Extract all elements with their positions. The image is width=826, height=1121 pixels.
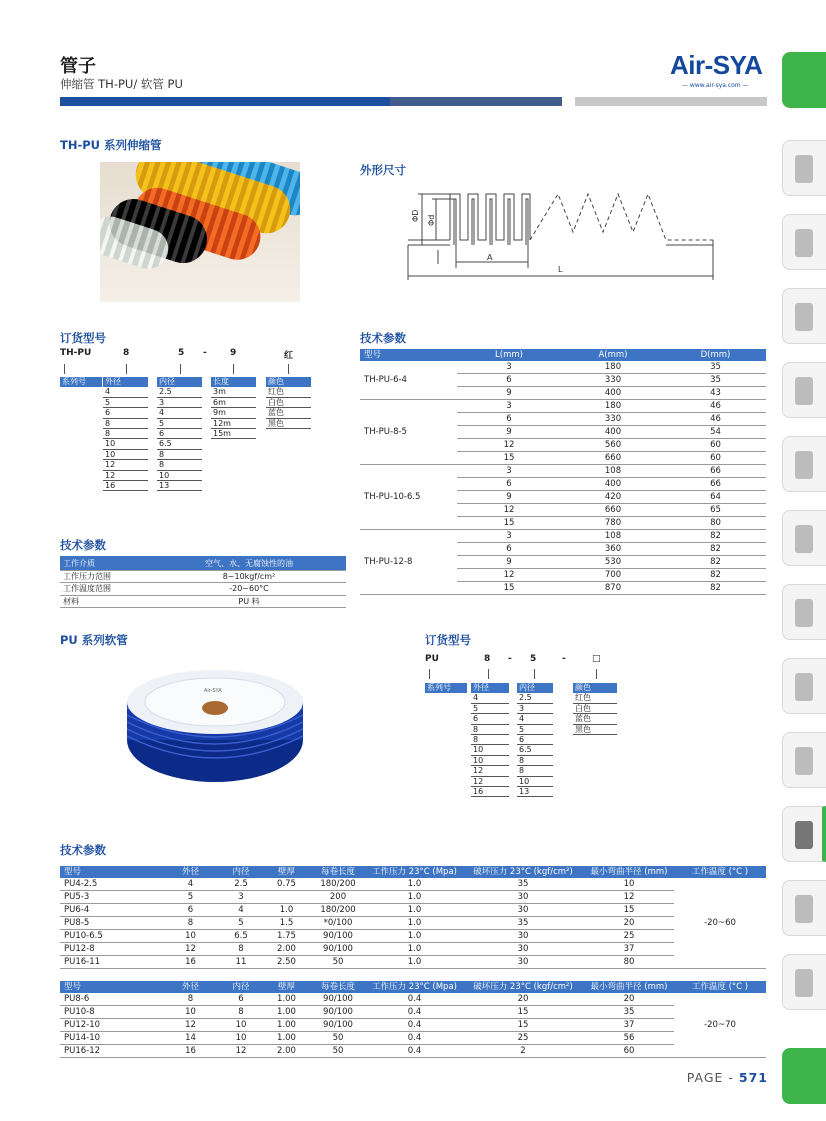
brand-logo: Air-SYA xyxy=(670,50,763,80)
dimension-diagram xyxy=(398,182,728,282)
order2-code-dash1: - xyxy=(508,654,512,664)
header-bar-gray xyxy=(575,97,767,106)
side-tab-valve[interactable] xyxy=(782,436,826,492)
params1-table xyxy=(60,558,346,608)
side-tab-tube-active[interactable] xyxy=(782,806,826,862)
brand-url: — www.air-sya.com — xyxy=(682,82,749,89)
order2-code-id: 5 xyxy=(530,654,537,664)
order2-col-od: 外径 4 5 6 8 8 10 10 12 12 16 xyxy=(471,683,509,797)
params1-title: 技术参数 xyxy=(60,538,106,552)
header-bar-dark xyxy=(390,97,562,106)
tech2-table-1: 型号 外径 内径 壁厚 每卷长度 工作压力 23°C (Mpa) 破坏压力 23°C (kgf/cm²) 最小弯曲半径 (mm) 工作温度 (°C ) PU4-2.5 4 2.5 0.75 180/200 1.0 35 10 -20~60 PU5-3 5 3 200 1.0 30 12 PU6-4 6 4 1.0 180/200 1.0 30 15 PU8-5 8 5 1.5 *0/100 1.0 35 20 PU10-6.5 10 6.5 1.75 90/100 1.0 30 25 PU12-8 12 8 2.00 90/100 1.0 30 37 PU16-11 16 11 2.50 50 1.0 30 80 xyxy=(60,866,766,969)
tube-icon xyxy=(795,821,813,849)
page-title: 管子 xyxy=(60,56,96,77)
tech1-title: 技术参数 xyxy=(360,331,406,345)
order1-code-od: 8 xyxy=(123,348,130,358)
order2-code-dash2: - xyxy=(562,654,566,664)
cylinder-icon xyxy=(795,673,813,701)
side-tab-cylinder[interactable] xyxy=(782,658,826,714)
fitting-icon xyxy=(795,377,813,405)
order2-col-color: 颜色 红色 白色 蓝色 黑色 xyxy=(573,683,617,735)
order1-title: 订货型号 xyxy=(60,331,106,345)
coiled-tubes-image xyxy=(100,162,300,302)
pu-reel-image xyxy=(120,660,310,785)
order1-col-color: 颜色 红色 白色 蓝色 黑色 xyxy=(266,377,311,429)
side-tab-fitting[interactable] xyxy=(782,362,826,418)
header-bar-blue xyxy=(60,97,390,106)
tech2-title: 技术参数 xyxy=(60,843,106,857)
order1-col-od: 外径 4 5 6 8 8 10 10 12 12 16 xyxy=(103,377,148,491)
side-tab-silencer[interactable] xyxy=(782,880,826,936)
side-tab-manifold[interactable] xyxy=(782,584,826,640)
side-tab-solenoid[interactable] xyxy=(782,510,826,566)
reel-label: Air-SYA xyxy=(204,688,222,694)
order2-code-color: □ xyxy=(592,654,601,664)
order1-col-length: 长度 3m 6m 9m 12m 15m xyxy=(211,377,256,439)
order2-title: 订货型号 xyxy=(425,633,471,647)
side-tab-filter[interactable] xyxy=(782,140,826,196)
order1-code-series: TH-PU xyxy=(60,348,92,358)
order2-col-id: 内径 2.5 3 4 5 6 6.5 8 8 10 13 xyxy=(517,683,553,797)
order1-code-len: 9 xyxy=(230,348,237,358)
silencer-icon xyxy=(795,895,813,923)
side-tab-lubricator[interactable] xyxy=(782,214,826,270)
section-title-pu: PU 系列软管 xyxy=(60,633,128,647)
table-row: 工作温度范围 -20~60°C xyxy=(60,583,346,596)
tech1-table: 型号 L(mm) A(mm) D(mm) TH-PU-6-4 3 180 35 6 330 35 9 400 43 TH-PU-8-5 3 180 46 6 330 46 9 400 54 12 560 60 15 660 60 TH-PU-10-6.5 3 108 66 6 400 66 9 420 64 12 660 65 15 780 80 TH-PU-12-8 3 108 82 6 360 82 9 530 82 12 700 82 15 870 82 xyxy=(360,349,766,595)
order2-code-od: 8 xyxy=(484,654,491,664)
order1-code-dash: - xyxy=(203,348,207,358)
side-tab-bottom[interactable] xyxy=(782,1048,826,1104)
order1-col-series: 系列号 xyxy=(60,377,102,387)
side-tab-accessory[interactable] xyxy=(782,954,826,1010)
accessory-icon xyxy=(795,969,813,997)
order2-col-series: 系列号 xyxy=(425,683,467,693)
side-tab-regulator[interactable] xyxy=(782,288,826,344)
dim-label-A: A xyxy=(487,253,493,262)
dim-label-L: L xyxy=(558,265,563,274)
lubricator-icon xyxy=(795,229,813,257)
dim-label-d: Φd xyxy=(427,214,436,226)
thpu-product-photo xyxy=(100,162,300,302)
page-subtitle: 伸缩管 TH-PU/ 软管 PU xyxy=(60,77,183,91)
table-row: 工作压力范围 8~10kgf/cm² xyxy=(60,570,346,583)
filter-icon xyxy=(795,155,813,183)
order2-code-series: PU xyxy=(425,654,439,664)
manifold-icon xyxy=(795,599,813,627)
table-row: 工作介质 空气、水、无腐蚀性的油 xyxy=(60,558,346,570)
order1-col-id: 内径 2.5 3 4 5 6 6.5 8 8 10 13 xyxy=(157,377,202,491)
dim-label-D: ΦD xyxy=(411,209,420,222)
order1-code-id: 5 xyxy=(178,348,185,358)
page-number: PAGE - 571 xyxy=(686,1070,768,1085)
section-title-thpu: TH-PU 系列伸缩管 xyxy=(60,138,162,152)
gripper-icon xyxy=(795,747,813,775)
order1-code-color: 红 xyxy=(284,351,294,361)
dim-title: 外形尺寸 xyxy=(360,163,406,177)
tech2-table-2: 型号 外径 内径 壁厚 每卷长度 工作压力 23°C (Mpa) 破坏压力 23°C (kgf/cm²) 最小弯曲半径 (mm) 工作温度 (°C ) PU8-6 8 6 1.00 90/100 0.4 20 20 -20~70 PU10-8 10 8 1.00 90/100 0.4 15 35 PU12-10 12 10 1.00 90/100 0.4 15 37 PU14-10 14 10 1.00 50 0.4 25 56 PU16-12 16 12 2.00 50 0.4 2 60 xyxy=(60,981,766,1058)
side-tab-gripper[interactable] xyxy=(782,732,826,788)
side-tab-top[interactable] xyxy=(782,52,826,108)
table-row: 材料 PU 料 xyxy=(60,595,346,608)
regulator-icon xyxy=(795,303,813,331)
valve-icon xyxy=(795,451,813,479)
solenoid-icon xyxy=(795,525,813,553)
